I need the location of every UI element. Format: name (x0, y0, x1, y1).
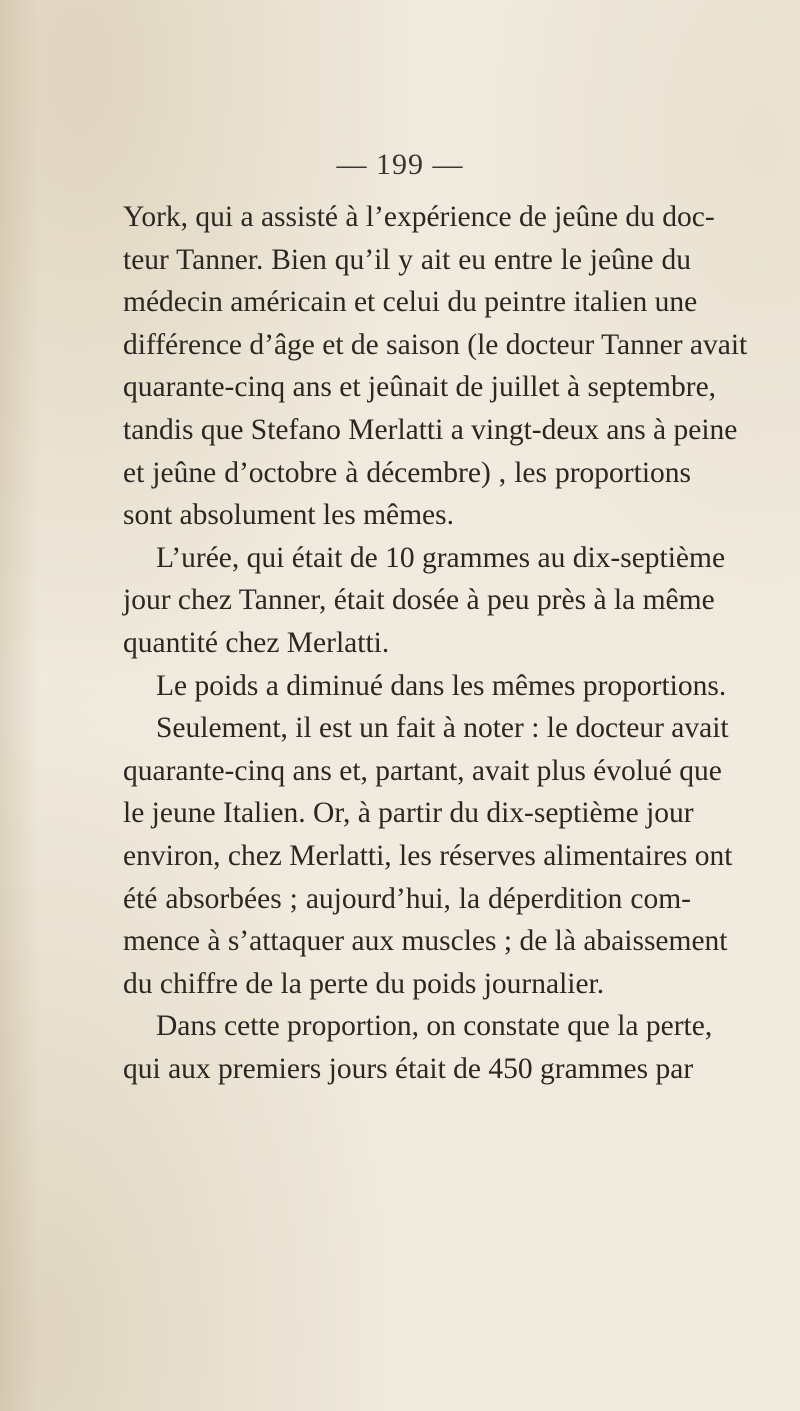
text-line: Seulement, il est un fait à noter : le docteur avait (156, 712, 729, 745)
text-line: été absorbées ; aujourd’hui, la déperdition com- (123, 882, 691, 915)
page-number: — 199 — (336, 148, 464, 181)
text-line: sont absolument les mêmes. (123, 499, 455, 532)
text-line: médecin américain et celui du peintre italien une (123, 286, 698, 319)
text-line: du chiffre de la perte du poids journalier. (123, 967, 605, 1000)
text-line: Dans cette proportion, on constate que la perte, (156, 1010, 713, 1043)
text-line: quarante-cinq ans et, partant, avait plus évolué que (123, 754, 722, 787)
text-line: L’urée, qui était de 10 grammes au dix-septième (156, 541, 726, 574)
body-text (123, 196, 748, 1090)
text-line: teur Tanner. Bien qu’il y ait eu entre le jeûne du (123, 243, 691, 276)
text-line: le jeune Italien. Or, à partir du dix-septième jour (123, 797, 694, 830)
text-line: quantité chez Merlatti. (123, 626, 390, 659)
text-line: York, qui a assisté à l’expérience de jeûne du doc- (123, 201, 715, 233)
text-line: quarante-cinq ans et jeûnait de juillet à septembre, (123, 371, 717, 404)
text-line: tandis que Stefano Merlatti a vingt-deux ans à peine (123, 413, 738, 446)
text-line: environ, chez Merlatti, les réserves alimentaires ont (123, 839, 733, 872)
text-line: mence à s’attaquer aux muscles ; de là abaissement (123, 925, 728, 958)
text-line: différence d’âge et de saison (le docteur Tanner avait (123, 328, 748, 361)
text-line: et jeûne d’octobre à décembre) , les proportions (123, 456, 691, 489)
text-line: Le poids a diminué dans les mêmes proportions. (156, 669, 727, 702)
text-line: qui aux premiers jours était de 450 grammes par (123, 1052, 694, 1085)
text-line: jour chez Tanner, était dosée à peu près à la même (123, 584, 715, 617)
